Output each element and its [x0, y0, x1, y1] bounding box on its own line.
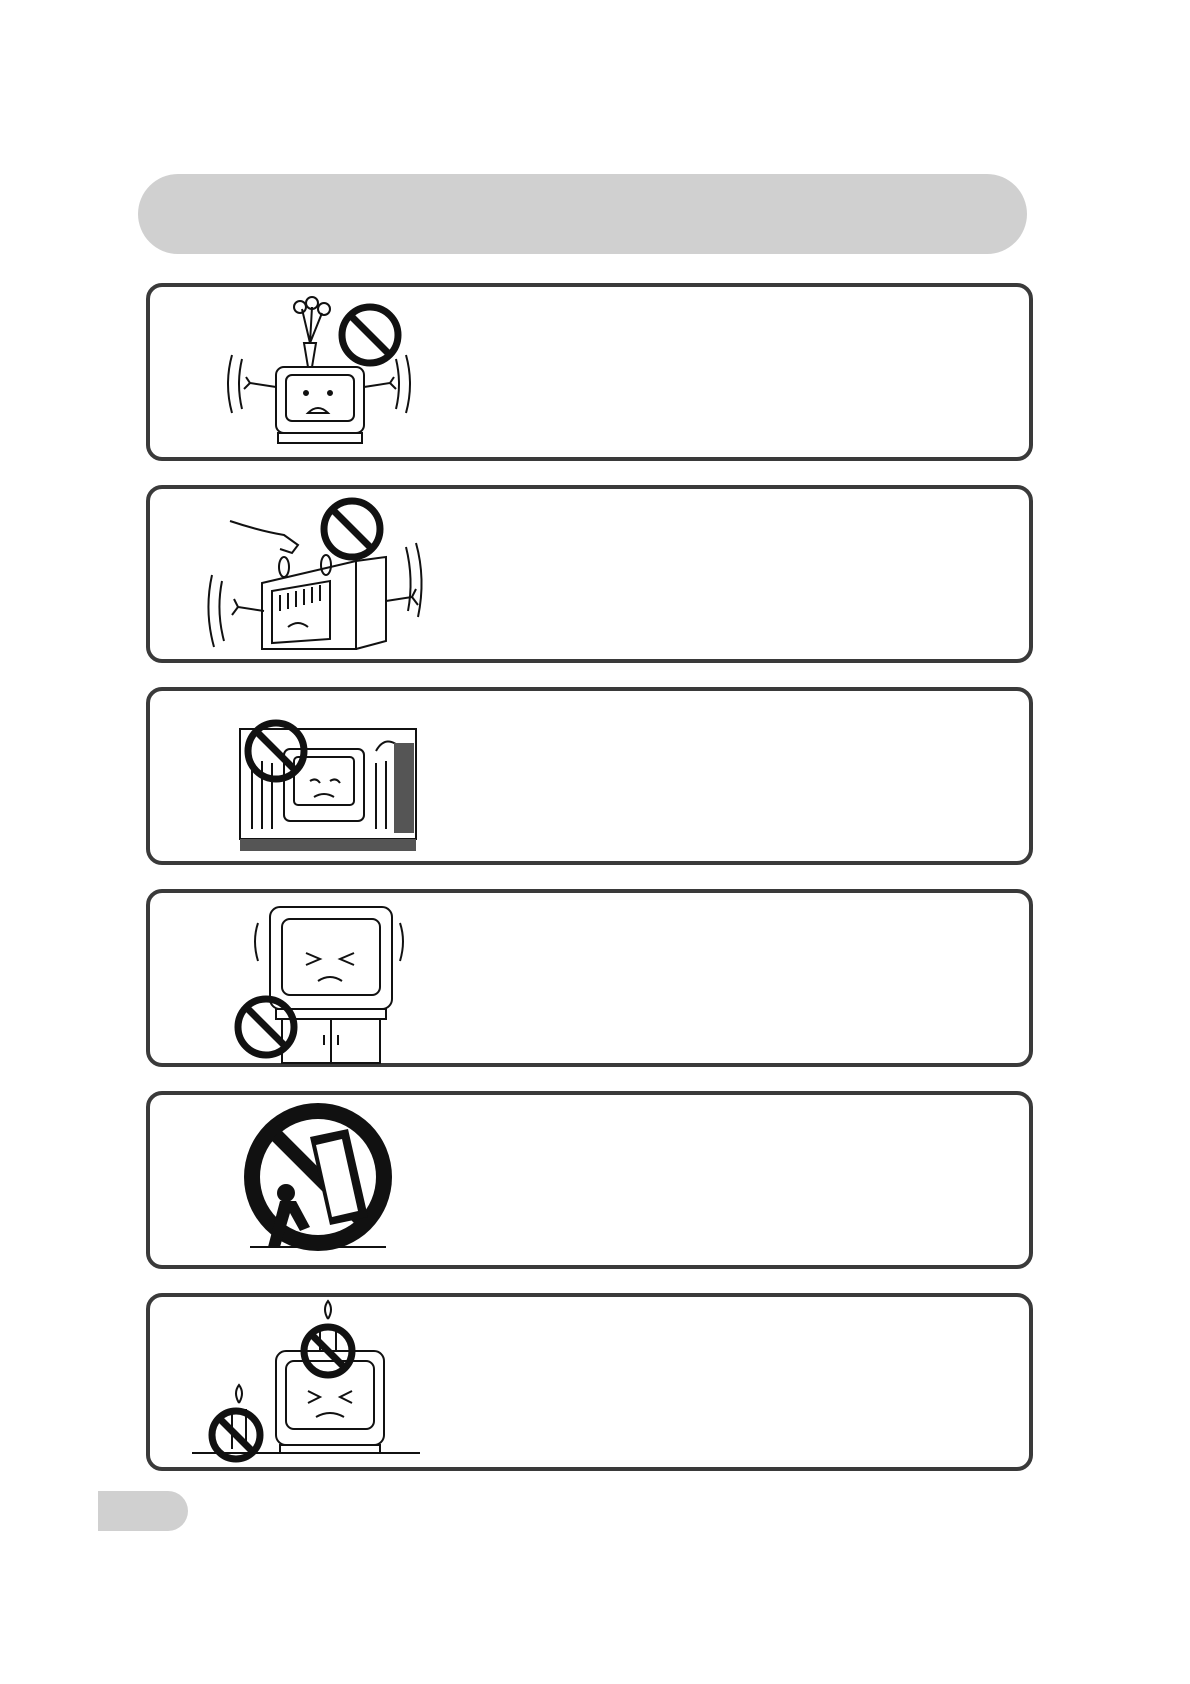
warning-panel-enclosed	[146, 687, 1033, 865]
tv-candle-open-flame-prohibited-icon	[180, 1299, 440, 1469]
warning-panel-flame	[146, 1293, 1033, 1471]
page-number-tab	[98, 1491, 188, 1531]
tv-with-flower-vase-prohibited-icon	[180, 289, 440, 459]
tv-back-cover-removal-prohibited-icon	[180, 491, 440, 661]
tv-on-unstable-cabinet-prohibited-icon	[180, 895, 440, 1065]
cart-tip-over-warning-icon	[180, 1097, 440, 1267]
warning-panel-unstable	[146, 889, 1033, 1067]
section-header-bar	[138, 174, 1027, 254]
warning-panel-cart	[146, 1091, 1033, 1269]
warning-panel-back-cover	[146, 485, 1033, 663]
tv-enclosed-in-bookshelf-prohibited-icon	[180, 693, 440, 863]
warning-panel-vase	[146, 283, 1033, 461]
